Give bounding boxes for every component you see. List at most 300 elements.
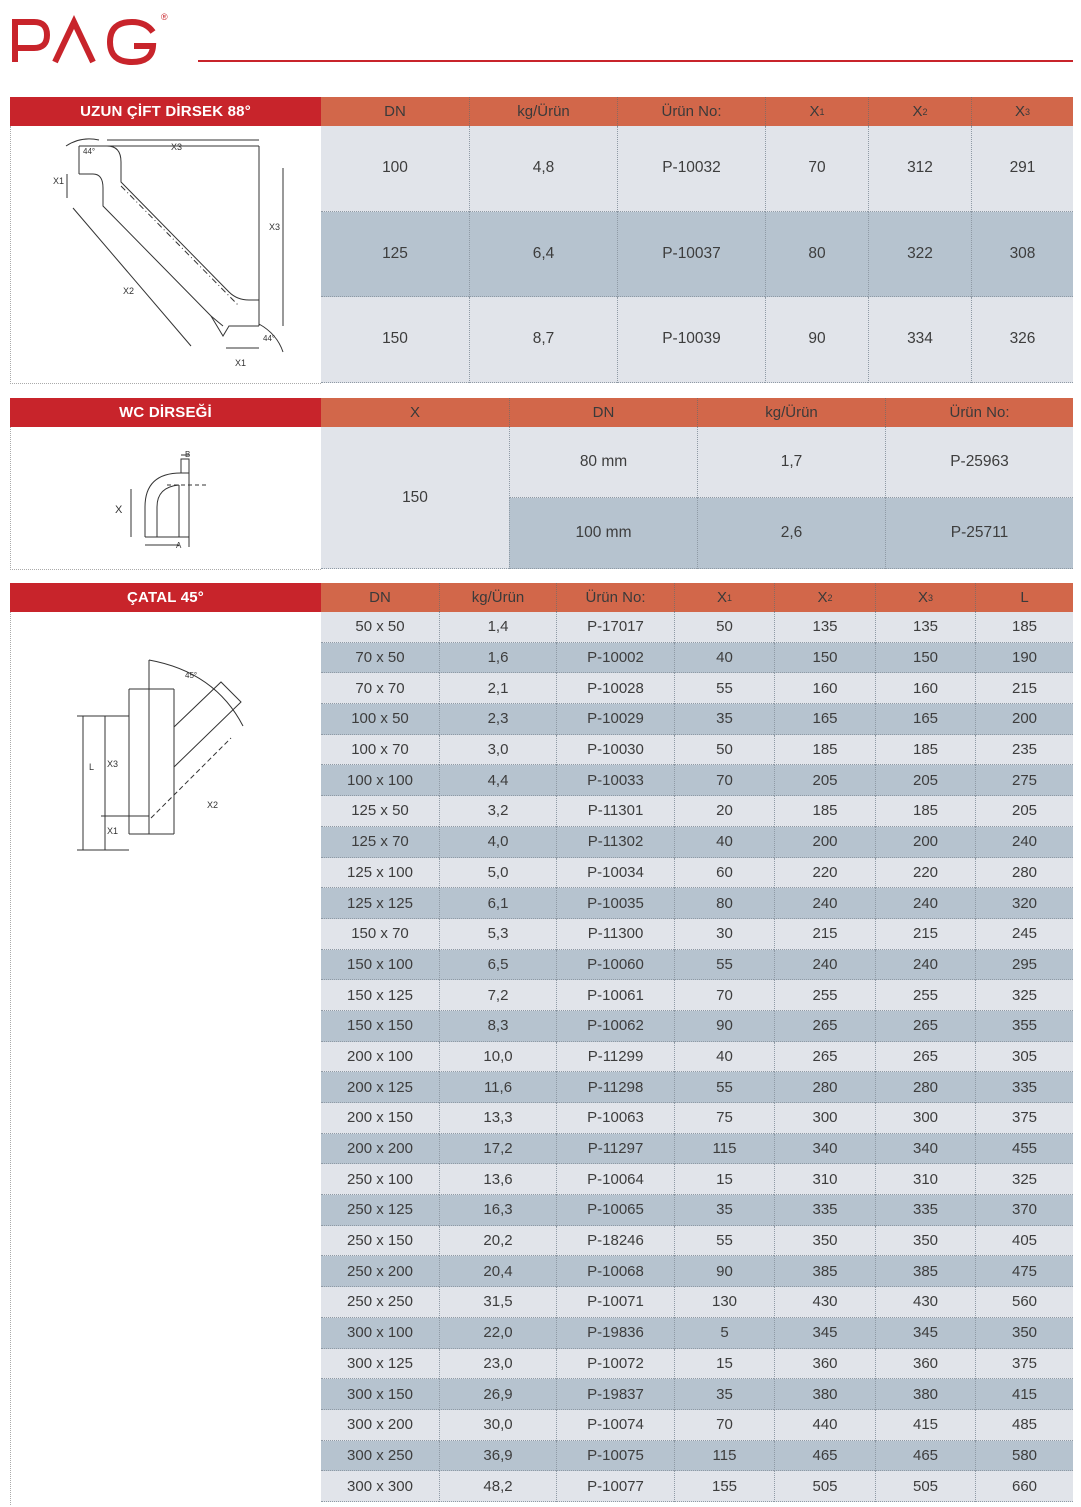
table-cell: P-11297: [556, 1134, 674, 1165]
wye-45-diagram: [11, 612, 322, 852]
table-cell: P-10062: [556, 1011, 674, 1042]
angle-label: 45°: [185, 671, 198, 680]
table-cell: 4,0: [439, 827, 556, 858]
column-header: [321, 398, 509, 427]
column-header-label: kg/Ürün: [517, 103, 570, 120]
column-header-subscript: 3: [1025, 106, 1031, 117]
wc-table: [321, 427, 1073, 569]
section-title: UZUN ÇİFT DİRSEK 88°: [10, 97, 321, 126]
table-cell: 200: [875, 827, 975, 858]
x3-label-top: X3: [171, 142, 183, 152]
table-cell: 185: [875, 796, 975, 827]
table-cell: 345: [774, 1318, 875, 1349]
table-row: [321, 1134, 1073, 1165]
table-cell: 370: [975, 1195, 1073, 1226]
table-cell: 415: [975, 1379, 1073, 1410]
table-cell: 1,4: [439, 612, 556, 643]
table-cell: 17,2: [439, 1134, 556, 1165]
table-cell: 125 x 50: [321, 796, 439, 827]
table-cell: 75: [674, 1103, 774, 1134]
table-cell: 3,0: [439, 735, 556, 766]
table-cell: P-10068: [556, 1256, 674, 1287]
table-row: [321, 1256, 1073, 1287]
table-cell: 150 x 70: [321, 919, 439, 950]
table-cell: P-25711: [885, 498, 1073, 569]
table-cell: 70 x 70: [321, 673, 439, 704]
table-cell: 150 x 150: [321, 1011, 439, 1042]
table-cell: P-10030: [556, 735, 674, 766]
table-cell: 291: [971, 126, 1073, 212]
table-cell: 355: [975, 1011, 1073, 1042]
table-cell: 250 x 125: [321, 1195, 439, 1226]
table-cell: 135: [875, 612, 975, 643]
table-cell: P-10028: [556, 673, 674, 704]
table-cell: 305: [975, 1042, 1073, 1073]
table-row: [321, 950, 1073, 981]
wc-rows: [509, 427, 1073, 569]
table-cell: 125: [321, 212, 469, 298]
table-cell: 155: [674, 1471, 774, 1502]
table-row: [321, 858, 1073, 889]
table-cell: 165: [774, 704, 875, 735]
table-cell: P-10033: [556, 765, 674, 796]
table-cell: 415: [875, 1410, 975, 1441]
table-cell: 320: [975, 888, 1073, 919]
table-cell: 80: [674, 888, 774, 919]
x1-label-bottom: X1: [235, 358, 247, 368]
table-row: [321, 1318, 1073, 1349]
table-cell: 30,0: [439, 1410, 556, 1441]
table-cell: 90: [674, 1011, 774, 1042]
table-cell: 200 x 100: [321, 1042, 439, 1073]
table-cell: 70: [674, 1410, 774, 1441]
table-cell: P-10071: [556, 1287, 674, 1318]
table-cell: 560: [975, 1287, 1073, 1318]
section-header: [10, 97, 1073, 126]
x3-label: X3: [107, 759, 119, 769]
table-cell: 125 x 125: [321, 888, 439, 919]
column-header: [556, 583, 674, 612]
table-cell: 20,2: [439, 1226, 556, 1257]
table-cell: 35: [674, 704, 774, 735]
column-header: [875, 583, 975, 612]
section-catal-45: [10, 583, 1073, 1505]
table-cell: 215: [975, 673, 1073, 704]
section-title: ÇATAL 45°: [10, 583, 321, 612]
table-row: [321, 1349, 1073, 1380]
column-header-label: Ürün No:: [661, 103, 722, 120]
double-elbow-diagram: [11, 126, 322, 384]
table-row: [509, 498, 1073, 569]
table-cell: 205: [774, 765, 875, 796]
table-cell: 265: [774, 1042, 875, 1073]
table-cell: 250 x 200: [321, 1256, 439, 1287]
table-cell: 55: [674, 1226, 774, 1257]
column-header-label: DN: [384, 103, 406, 120]
table-cell: 580: [975, 1441, 1073, 1472]
column-header-subscript: 2: [827, 592, 833, 603]
table-cell: 36,9: [439, 1441, 556, 1472]
table-cell: 4,4: [439, 765, 556, 796]
table-cell: 23,0: [439, 1349, 556, 1380]
table-row: [321, 980, 1073, 1011]
table-cell: 100 x 100: [321, 765, 439, 796]
wc-elbow-diagram: [11, 427, 322, 570]
table-cell: 350: [774, 1226, 875, 1257]
table-cell: 80 mm: [509, 427, 697, 498]
table-cell: 40: [674, 643, 774, 674]
table-cell: 375: [975, 1349, 1073, 1380]
table-cell: 300 x 300: [321, 1471, 439, 1502]
table-cell: 35: [674, 1379, 774, 1410]
table-cell: 8,3: [439, 1011, 556, 1042]
table-cell: P-10034: [556, 858, 674, 889]
column-header-label: X: [716, 589, 727, 606]
column-header: [617, 97, 765, 126]
table-cell: 385: [774, 1256, 875, 1287]
table-cell: 35: [674, 1195, 774, 1226]
column-header-subscript: 3: [928, 592, 934, 603]
table-cell: 2,3: [439, 704, 556, 735]
table-cell: 40: [674, 1042, 774, 1073]
table-row: [321, 888, 1073, 919]
column-header-label: X: [809, 103, 820, 120]
table-cell: 2,1: [439, 673, 556, 704]
table-cell: 300 x 125: [321, 1349, 439, 1380]
section-title: WC DİRSEĞİ: [10, 398, 321, 427]
column-header: [674, 583, 774, 612]
table-cell: P-10074: [556, 1410, 674, 1441]
column-header: [321, 97, 469, 126]
table-cell: P-10075: [556, 1441, 674, 1472]
column-header-label: kg/Ürün: [765, 404, 818, 421]
column-header-subscript: 1: [819, 106, 825, 117]
table-cell: 312: [868, 126, 971, 212]
table-cell: P-25963: [885, 427, 1073, 498]
x2-label: X2: [123, 286, 135, 296]
table-cell: 70: [674, 980, 774, 1011]
table-cell: 430: [875, 1287, 975, 1318]
table-cell: 280: [875, 1072, 975, 1103]
table-cell: 115: [674, 1134, 774, 1165]
x-value-cell: 150: [321, 427, 509, 569]
table-cell: 385: [875, 1256, 975, 1287]
table-cell: 100 x 50: [321, 704, 439, 735]
table-cell: 185: [975, 612, 1073, 643]
table-cell: 4,8: [469, 126, 617, 212]
table-cell: 505: [774, 1471, 875, 1502]
table-row: [321, 1226, 1073, 1257]
x1-label: X1: [107, 826, 119, 836]
table-cell: 200 x 200: [321, 1134, 439, 1165]
table-cell: 325: [975, 1164, 1073, 1195]
table-cell: 16,3: [439, 1195, 556, 1226]
table-row: [321, 1164, 1073, 1195]
table-cell: 200 x 125: [321, 1072, 439, 1103]
table-cell: 125 x 100: [321, 858, 439, 889]
table-cell: 150 x 100: [321, 950, 439, 981]
table-cell: 80: [765, 212, 868, 298]
table-cell: 200: [975, 704, 1073, 735]
table-row: [509, 427, 1073, 498]
table-cell: 345: [875, 1318, 975, 1349]
table-cell: 100: [321, 126, 469, 212]
table-cell: 6,5: [439, 950, 556, 981]
table-cell: P-10063: [556, 1103, 674, 1134]
table-cell: 335: [975, 1072, 1073, 1103]
table-cell: 50: [674, 735, 774, 766]
table-cell: 70 x 50: [321, 643, 439, 674]
table-cell: P-19836: [556, 1318, 674, 1349]
table-cell: 20,4: [439, 1256, 556, 1287]
table-cell: P-10037: [617, 212, 765, 298]
column-header-label: DN: [369, 589, 391, 606]
table-cell: P-10002: [556, 643, 674, 674]
table-cell: 215: [875, 919, 975, 950]
table-row: [321, 1410, 1073, 1441]
table-row: [321, 297, 1073, 383]
table-cell: 280: [774, 1072, 875, 1103]
table-cell: 130: [674, 1287, 774, 1318]
x3-label-side: X3: [269, 222, 281, 232]
table-cell: 6,4: [469, 212, 617, 298]
table-cell: 340: [774, 1134, 875, 1165]
table-cell: P-10060: [556, 950, 674, 981]
table-cell: 2,6: [697, 498, 885, 569]
table-cell: 70: [674, 765, 774, 796]
table-cell: 13,6: [439, 1164, 556, 1195]
table-row: [321, 1072, 1073, 1103]
x2-label: X2: [207, 800, 219, 810]
table-cell: 125 x 70: [321, 827, 439, 858]
table-cell: 160: [875, 673, 975, 704]
column-header: [509, 398, 697, 427]
table-cell: P-10035: [556, 888, 674, 919]
table-cell: 150 x 125: [321, 980, 439, 1011]
table-cell: 340: [875, 1134, 975, 1165]
table-row: [321, 1103, 1073, 1134]
column-header-label: kg/Ürün: [471, 589, 525, 606]
column-header-label: X: [917, 589, 928, 606]
angle-label-bottom: 44°: [263, 334, 276, 343]
section-header: [10, 583, 1073, 612]
table-cell: 300: [774, 1103, 875, 1134]
table-cell: 334: [868, 297, 971, 383]
table-cell: 240: [975, 827, 1073, 858]
table-cell: 405: [975, 1226, 1073, 1257]
section-header: [10, 398, 1073, 427]
table-cell: 31,5: [439, 1287, 556, 1318]
table-cell: P-11298: [556, 1072, 674, 1103]
column-header: [885, 398, 1073, 427]
table-cell: 300 x 250: [321, 1441, 439, 1472]
table-cell: 255: [875, 980, 975, 1011]
table-cell: 275: [975, 765, 1073, 796]
table-cell: 100 x 70: [321, 735, 439, 766]
l-label: L: [89, 762, 95, 772]
table-row: [321, 796, 1073, 827]
table-cell: 205: [975, 796, 1073, 827]
diagram-panel: [10, 427, 321, 570]
table-cell: 150: [875, 643, 975, 674]
table-cell: 50: [674, 612, 774, 643]
table-cell: 7,2: [439, 980, 556, 1011]
table-row: [321, 827, 1073, 858]
table-cell: 300 x 200: [321, 1410, 439, 1441]
table-cell: P-18246: [556, 1226, 674, 1257]
table-cell: 280: [975, 858, 1073, 889]
table-cell: 245: [975, 919, 1073, 950]
table-cell: 250 x 250: [321, 1287, 439, 1318]
table-cell: 240: [774, 888, 875, 919]
table-cell: P-10061: [556, 980, 674, 1011]
column-header-subscript: 2: [922, 106, 928, 117]
table-cell: P-10029: [556, 704, 674, 735]
table-cell: 200 x 150: [321, 1103, 439, 1134]
table-cell: P-10065: [556, 1195, 674, 1226]
table-cell: 5,3: [439, 919, 556, 950]
table-row: [321, 1287, 1073, 1318]
table-cell: P-11300: [556, 919, 674, 950]
column-header-subscript: 1: [727, 592, 733, 603]
column-header: [439, 583, 556, 612]
table-row: [321, 735, 1073, 766]
table-cell: 250 x 150: [321, 1226, 439, 1257]
table-row: [321, 1042, 1073, 1073]
column-header: [469, 97, 617, 126]
table-cell: 1,7: [697, 427, 885, 498]
table-cell: 8,7: [469, 297, 617, 383]
table-cell: 325: [975, 980, 1073, 1011]
table-row: [321, 1441, 1073, 1472]
column-header-label: X: [1014, 103, 1025, 120]
table-cell: 15: [674, 1164, 774, 1195]
table-cell: 200: [774, 827, 875, 858]
table-cell: 150: [774, 643, 875, 674]
table-cell: 326: [971, 297, 1073, 383]
table-cell: P-10072: [556, 1349, 674, 1380]
table-cell: 335: [875, 1195, 975, 1226]
table-cell: 322: [868, 212, 971, 298]
table-cell: 265: [875, 1042, 975, 1073]
catal-table: [321, 612, 1073, 1502]
pag-logo: [10, 10, 170, 66]
table-row: [321, 1471, 1073, 1502]
table-row: [321, 212, 1073, 298]
table-cell: 150: [321, 297, 469, 383]
table-cell: 455: [975, 1134, 1073, 1165]
section-uzun-cift-dirsek: [10, 97, 1073, 384]
table-row: [321, 643, 1073, 674]
table-cell: 5,0: [439, 858, 556, 889]
table-cell: 100 mm: [509, 498, 697, 569]
table-row: [321, 704, 1073, 735]
table-row: [321, 612, 1073, 643]
table-cell: 165: [875, 704, 975, 735]
table-cell: 185: [875, 735, 975, 766]
table-cell: P-11299: [556, 1042, 674, 1073]
table-cell: 55: [674, 673, 774, 704]
section-wc-dirsegi: [10, 398, 1073, 570]
table-cell: 255: [774, 980, 875, 1011]
column-header-label: Ürün No:: [585, 589, 646, 606]
table-cell: 11,6: [439, 1072, 556, 1103]
registered-mark: ®: [161, 12, 168, 22]
table-row: [321, 919, 1073, 950]
table-cell: 220: [774, 858, 875, 889]
column-header: [971, 97, 1073, 126]
table-cell: 70: [765, 126, 868, 212]
column-header-label: L: [1020, 589, 1029, 606]
pag-logo-mark: [10, 10, 170, 66]
table-cell: 160: [774, 673, 875, 704]
table-cell: P-10064: [556, 1164, 674, 1195]
table-cell: 350: [975, 1318, 1073, 1349]
angle-label-top: 44°: [83, 147, 96, 156]
table-cell: 360: [875, 1349, 975, 1380]
table-cell: 50 x 50: [321, 612, 439, 643]
column-header: [975, 583, 1073, 612]
table-row: [321, 1379, 1073, 1410]
column-headers: [321, 97, 1073, 126]
table-cell: 220: [875, 858, 975, 889]
table-cell: 240: [875, 950, 975, 981]
table-cell: 3,2: [439, 796, 556, 827]
table-cell: 55: [674, 1072, 774, 1103]
table-cell: P-10039: [617, 297, 765, 383]
table-cell: 55: [674, 950, 774, 981]
table-cell: 375: [975, 1103, 1073, 1134]
table-cell: 20: [674, 796, 774, 827]
table-cell: 295: [975, 950, 1073, 981]
table-cell: P-19837: [556, 1379, 674, 1410]
table-cell: 475: [975, 1256, 1073, 1287]
table-cell: 300 x 150: [321, 1379, 439, 1410]
table-cell: 185: [774, 796, 875, 827]
column-header-label: Ürün No:: [949, 404, 1010, 421]
table-cell: 60: [674, 858, 774, 889]
table-cell: 22,0: [439, 1318, 556, 1349]
table-cell: 310: [774, 1164, 875, 1195]
table-cell: 40: [674, 827, 774, 858]
table-cell: 265: [774, 1011, 875, 1042]
column-header-label: X: [409, 404, 420, 421]
table-cell: 5: [674, 1318, 774, 1349]
table-cell: 465: [774, 1441, 875, 1472]
table-cell: 205: [875, 765, 975, 796]
column-header: [697, 398, 885, 427]
x-label: X: [115, 504, 123, 516]
table-cell: 30: [674, 919, 774, 950]
table-row: [321, 126, 1073, 212]
table-cell: 10,0: [439, 1042, 556, 1073]
table-cell: 240: [875, 888, 975, 919]
column-header: [765, 97, 868, 126]
table-cell: 1,6: [439, 643, 556, 674]
column-header-label: X: [817, 589, 828, 606]
table-row: [321, 1195, 1073, 1226]
table-cell: 26,9: [439, 1379, 556, 1410]
table-cell: 250 x 100: [321, 1164, 439, 1195]
column-header: [321, 583, 439, 612]
table-cell: 48,2: [439, 1471, 556, 1502]
table-cell: 215: [774, 919, 875, 950]
table-cell: 660: [975, 1471, 1073, 1502]
table-cell: 240: [774, 950, 875, 981]
table-row: [321, 1011, 1073, 1042]
table-cell: 185: [774, 735, 875, 766]
table-cell: P-11302: [556, 827, 674, 858]
